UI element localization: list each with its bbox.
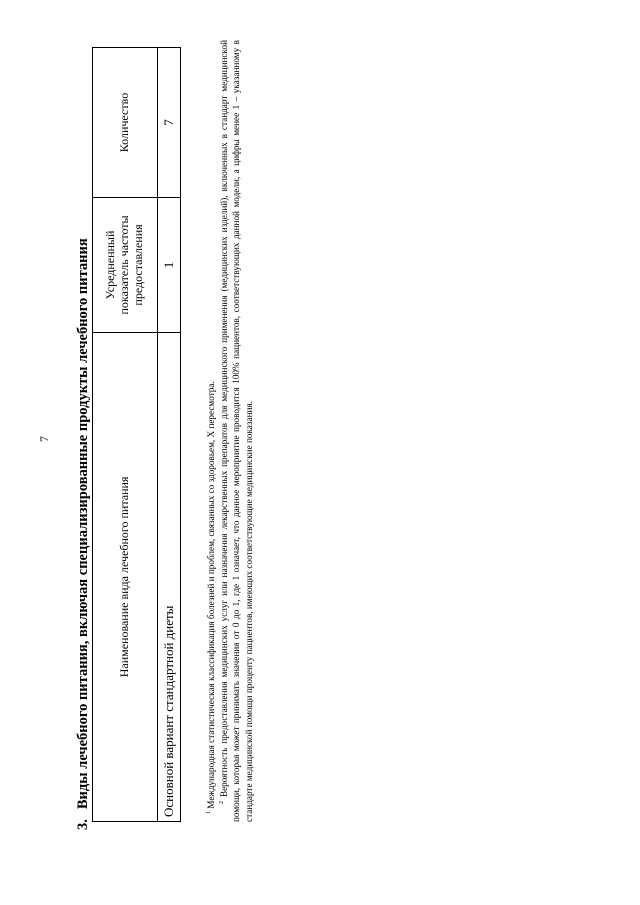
- footnote-2-mark: 2: [218, 801, 225, 804]
- cell-frequency: 1: [158, 198, 181, 333]
- footnote-1: [205, 40, 218, 822]
- section-title-text: Виды лечебного питания, включая специализированные продукты лечебного питания: [75, 238, 91, 810]
- header-frequency: Усредненный показатель частоты предоставления: [93, 198, 158, 333]
- cell-quantity: 7: [158, 48, 181, 198]
- table-header-row: [93, 48, 158, 822]
- header-name: Наименование вида лечебного питания: [93, 332, 158, 821]
- cell-diet-name: Основной вариант стандартной диеты: [158, 332, 181, 821]
- rotated-document-page: [37, 0, 275, 830]
- page-number: 7: [37, 436, 51, 442]
- footnote-2: [218, 40, 256, 822]
- section-title: [75, 238, 92, 830]
- footnote-2-text: Вероятность предоставления медицинских услуг или назначения лекарственных препаратов для медицинского применения (медицинских изделий), включенных в стандарт медицинской помощи, которая может принимать значения от 0 до 1, где 1 означает, что данное мероприятие проводится 100% пациентов, соответствующих данной модели, а цифры менее 1 – указанному в стандарте медицинской помощи проценту пациентов, имеющих соответствующие медицинские показания.: [218, 39, 254, 822]
- diet-types-table: [92, 47, 181, 822]
- header-quantity: Количество: [93, 48, 158, 198]
- footnotes: [205, 40, 255, 822]
- footnote-1-mark: 1: [205, 811, 212, 814]
- footnote-1-text: Международная статистическая классификация болезней и проблем, связанных со здоровьем, X пересмотра.: [206, 381, 216, 809]
- table-row: [158, 48, 181, 822]
- section-number: 3.: [75, 819, 91, 830]
